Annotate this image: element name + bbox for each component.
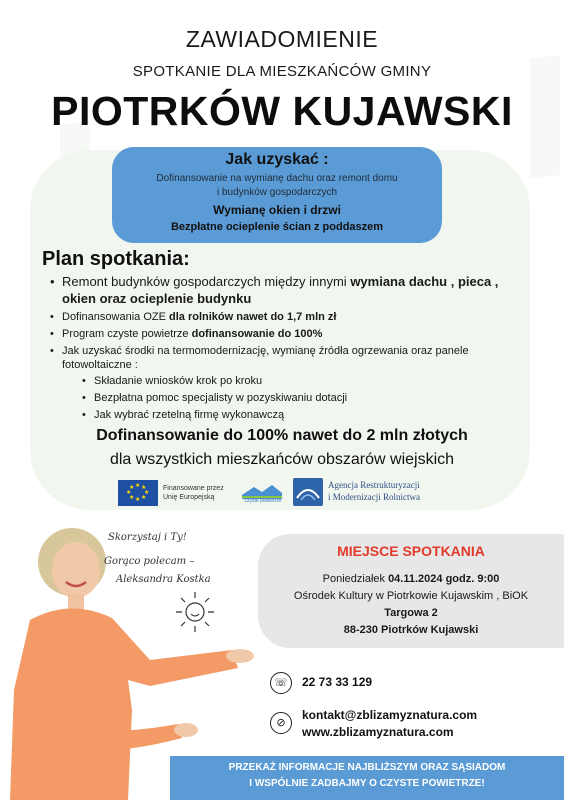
- meeting-venue: Ośrodek Kultury w Piotrkowie Kujawskim , BiOK: [293, 590, 529, 602]
- plan-item: • Program czyste powietrze dofinansowanie do 100%: [50, 327, 520, 341]
- plan-sub-item: • Jak wybrać rzetelną firmę wykonawczą: [62, 408, 520, 422]
- handwritten-note: Gorąco polecam –: [104, 556, 195, 567]
- phone-icon: ☏: [270, 672, 292, 694]
- notice-title: ZAWIADOMIENIE: [185, 26, 379, 52]
- link-icon: ⊘: [270, 712, 292, 734]
- plan-item: • Remont budynków gospodarczych między innymi wymiana dachu , pieca , okien oraz ocieplenie budynku: [50, 273, 520, 307]
- plan-sub-list: [62, 374, 520, 422]
- plan-title: Plan spotkania:: [42, 248, 190, 270]
- logos-row: [118, 478, 448, 510]
- plan-list: [50, 273, 520, 425]
- town-name: PIOTRKÓW KUJAWSKI: [51, 88, 513, 134]
- how-to-line: i budynków gospodarczych: [216, 187, 338, 198]
- meeting-city: 88-230 Piotrków Kujawski: [343, 624, 479, 636]
- arimr-label: Agencja Restrukturyzacji i Modernizacji Rolnictwa: [328, 480, 420, 502]
- how-to-highlight: Bezpłatne ocieplenie ścian z poddaszem: [170, 221, 384, 233]
- handwritten-note: Skorzystaj i Ty!: [108, 532, 187, 543]
- funding-subline: dla wszystkich mieszkańców obszarów wiejskich: [109, 451, 455, 468]
- eu-funding-label: Finansowane przez Unię Europejską: [163, 485, 224, 501]
- footer-line: PRZEKAŻ INFORMACJE NAJBLIŻSZYM ORAZ SĄSIADOM: [228, 762, 506, 773]
- contact-phone[interactable]: 22 73 33 129: [302, 675, 373, 689]
- footer-line: I WSPÓLNIE ZADBAJMY O CZYSTE POWIETRZE!: [249, 778, 485, 789]
- plan-item: • Dofinansowania OZE dla rolników nawet do 1,7 mln zł: [50, 310, 520, 324]
- meeting-street: Targowa 2: [384, 607, 438, 619]
- meeting-title: MIEJSCE SPOTKANIA: [337, 543, 485, 559]
- contact-email[interactable]: kontakt@zblizamyznatura.com: [302, 708, 478, 722]
- how-to-line: Dofinansowanie na wymianę dachu oraz remont domu: [156, 173, 398, 184]
- funding-headline: Dofinansowanie do 100% nawet do 2 mln złotych: [96, 427, 468, 444]
- meeting-date: Poniedziałek 04.11.2024 godz. 9:00: [322, 573, 500, 585]
- plan-sub-item: • Bezpłatna pomoc specjalisty w pozyskiwaniu dotacji: [62, 391, 520, 405]
- plan-item: • Jak uzyskać środki na termomodernizację, wymianę źródła ogrzewania oraz panele fotowoltaiczne : • Składanie wniosków krok po kroku • Bezpłatna pomoc specjalisty w pozyskiwaniu dotacji • Jak wybrać rzetelną firmę wykonawczą: [50, 344, 520, 422]
- eu-flag-icon: ★ ★ ★ ★ ★ ★ ★ ★: [118, 480, 158, 506]
- notice-subtitle: SPOTKANIE DLA MIESZKAŃCÓW GMINY: [132, 63, 432, 80]
- arimr-logo-icon: [293, 478, 323, 506]
- how-to-box: [112, 147, 442, 243]
- plan-sub-item: • Składanie wniosków krok po kroku: [62, 374, 520, 388]
- clean-air-label: czyste powietrze: [244, 498, 282, 504]
- how-to-highlight: Wymianę okien i drzwi: [213, 203, 341, 217]
- how-to-heading: Jak uzyskać :: [225, 151, 329, 168]
- handwritten-signature: Aleksandra Kostka: [116, 574, 211, 585]
- sun-doodle-icon: [170, 588, 220, 634]
- contact-website[interactable]: www.zblizamyznatura.com: [302, 725, 454, 739]
